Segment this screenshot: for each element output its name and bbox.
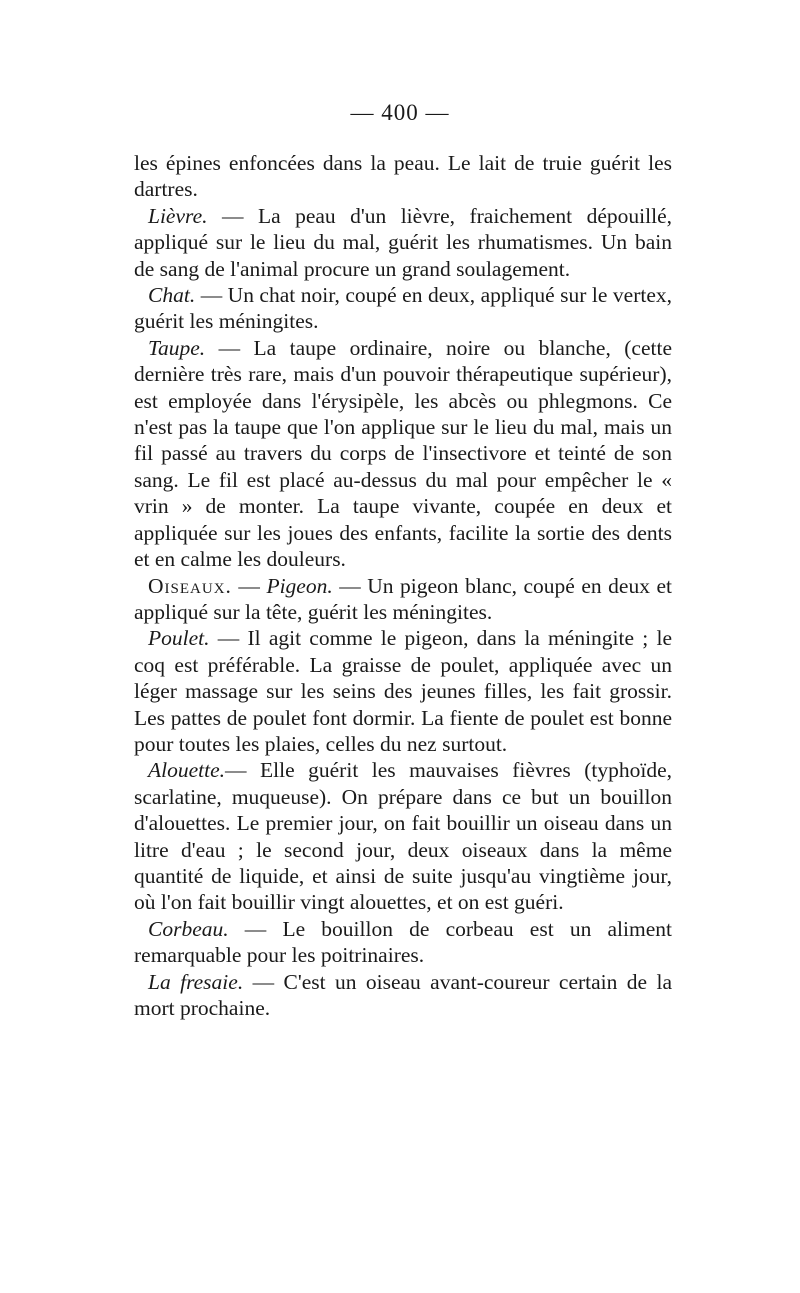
paragraph-body: — Un pigeon blanc, coupé en deux et appliqué sur la tête, guérit les méningites. [134,573,672,624]
entry-label: Alouette. [148,758,226,783]
entry-label: Lièvre. [148,203,208,228]
entry-label: Corbeau. [148,916,229,941]
paragraph-body: — La peau d'un lièvre, fraichement dépouillé, appliqué sur le lieu du mal, guérit les rhumatismes. Un bain de sang de l'animal procure un grand soulagement. [134,203,672,281]
paragraph-body: — Il agit comme le pigeon, dans la méningite ; le coq est préférable. La graisse de poulet, appliquée avec un léger massage sur les seins des jeunes filles, les fait grossir. Les pattes de poulet font dormir. La fiente de poulet est bonne pour toutes les plaies, celles du nez surtout. [134,626,672,756]
section-heading: Oiseaux. [148,573,232,598]
paragraph-body: — C'est un oiseau avant-coureur certain de la mort prochaine. [134,969,672,1020]
paragraph-alouette [134,757,672,915]
entry-label: La fresaie. [148,969,244,994]
paragraph-poulet [134,625,672,757]
paragraph-continuation [134,150,672,203]
entry-label: Pigeon. [266,573,333,598]
paragraph-corbeau [134,916,672,969]
paragraph-body: les épines enfoncées dans la peau. Le lait de truie guérit les dartres. [134,151,672,202]
paragraph-body: — Un chat noir, coupé en deux, appliqué sur le vertex, guérit les méningites. [134,283,672,334]
paragraph-body: — La taupe ordinaire, noire ou blanche, (cette dernière très rare, mais d'un pouvoir thérapeutique supérieur), est employée dans l'érysipèle, les abcès ou phlegmons. Ce n'est pas la taupe que l'on applique sur le lieu du mal, mais un fil passé au travers du corps de l'insectivore et teinté de son sang. Le fil est placé au-dessus du mal pour empêcher le « vrin » de monter. La taupe vivante, coupée en deux et appliquée sur les joues des enfants, facilite la sortie des dents et en calme les douleurs. [134,335,672,572]
paragraph-body: — Le bouillon de corbeau est un aliment remarquable pour les poitrinaires. [134,916,672,968]
entry-label: Poulet. [148,626,210,651]
paragraph-taupe [134,335,672,573]
paragraph-fresaie [134,969,672,1022]
paragraph-pigeon: Oiseaux. — Pigeon. — Un pigeon blanc, coupé en deux et appliqué sur la tête, guérit les méningites. [134,573,672,624]
paragraph-lievre [134,203,672,282]
paragraph-chat [134,282,672,335]
entry-label: Taupe. [148,335,206,360]
entry-label: Chat. [148,283,196,308]
page-number: — 400 — [350,100,450,125]
body-text [134,150,672,1021]
paragraph-body: — Elle guérit les mauvaises fièvres (typhoïde, scarlatine, muqueuse). On prépare dans ce but un bouillon d'alouettes. Le premier jour, on fait bouillir un oiseau dans un litre d'eau ; le second jour, deux oiseaux dans la même quantité de liquide, et ainsi de suite jusqu'au vingtième jour, où l'on fait bouillir vingt alouettes, et on est guéri. [134,758,672,915]
